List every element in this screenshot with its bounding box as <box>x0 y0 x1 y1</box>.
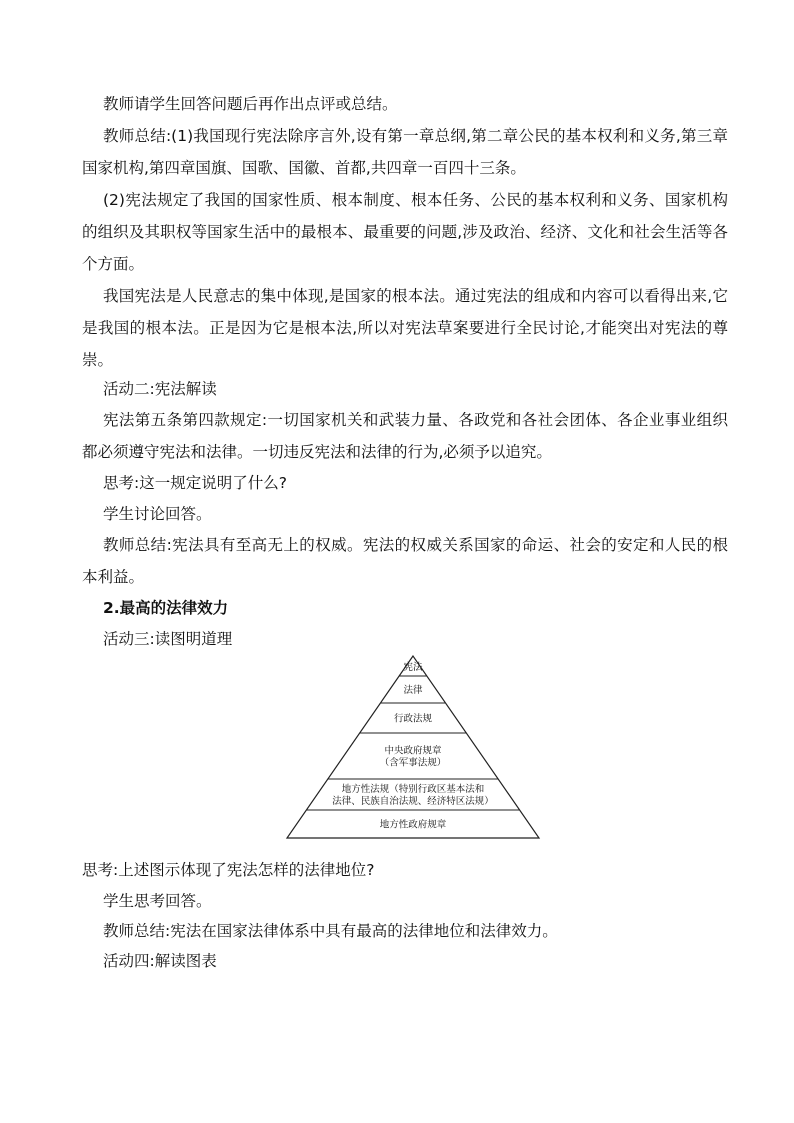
pyramid-level-5-label: 法律、民族自治法规、经济特区法规） <box>332 796 494 807</box>
paragraph-think-2: 思考:上述图示体现了宪法怎样的法律地位? <box>82 861 375 879</box>
pyramid-level-2-label: 法律 <box>403 685 423 696</box>
pyramid-level-4-label: （含军事法规） <box>379 757 447 769</box>
paragraph-summary-supreme: 教师总结:宪法在国家法律体系中具有最高的法律地位和法律效力。 <box>103 922 558 940</box>
activity-four-heading: 活动四:解读图表 <box>103 952 217 970</box>
pyramid-level-6-label: 地方性政府规章 <box>379 819 447 831</box>
activity-three-heading: 活动三:读图明道理 <box>103 630 233 648</box>
paragraph-student-answer: 学生思考回答。 <box>103 892 212 910</box>
paragraph-article-five: 宪法第五条第四款规定:一切国家机关和武装力量、各政党和各社会团体、各企业事业组织都必须遵守宪法和法律。一切违反宪法和法律的行为,必须予以追究。 <box>82 411 728 461</box>
pyramid-level-5-label: 地方性法规（特别行政区基本法和 <box>341 784 485 795</box>
pyramid-level-4-label: 中央政府规章 <box>384 745 442 757</box>
paragraph-summary-2: (2)宪法规定了我国的国家性质、根本制度、根本任务、公民的基本权利和义务、国家机构的组织及其职权等国家生活中的最根本、最重要的问题,涉及政治、经济、文化和社会生活等各个方面。 <box>82 191 728 273</box>
pyramid-level-3-label: 行政法规 <box>393 713 433 725</box>
pyramid-graphic <box>285 654 541 842</box>
paragraph-student-discuss: 学生讨论回答。 <box>103 505 212 523</box>
law-hierarchy-pyramid <box>285 654 541 842</box>
paragraph-fundamental-law: 我国宪法是人民意志的集中体现,是国家的根本法。通过宪法的组成和内容可以看得出来,它是我国的根本法。正是因为它是根本法,所以对宪法草案要进行全民讨论,才能突出对宪法的尊崇。 <box>82 287 728 369</box>
pyramid-level-1-label: 宪法 <box>403 662 423 673</box>
paragraph-think-1: 思考:这一规定说明了什么? <box>103 474 287 492</box>
activity-two-heading: 活动二:宪法解读 <box>103 380 217 398</box>
paragraph-summary-authority: 教师总结:宪法具有至高无上的权威。宪法的权威关系国家的命运、社会的安定和人民的根本利益。 <box>82 536 728 586</box>
paragraph-summary-1: 教师总结:(1)我国现行宪法除序言外,设有第一章总纲,第二章公民的基本权利和义务,第三章国家机构,第四章国旗、国歌、国徽、首都,共四章一百四十三条。 <box>82 127 728 177</box>
section-heading-legal-effect: 2.最高的法律效力 <box>103 599 229 617</box>
paragraph-teacher-request: 教师请学生回答问题后再作出点评或总结。 <box>103 95 398 113</box>
